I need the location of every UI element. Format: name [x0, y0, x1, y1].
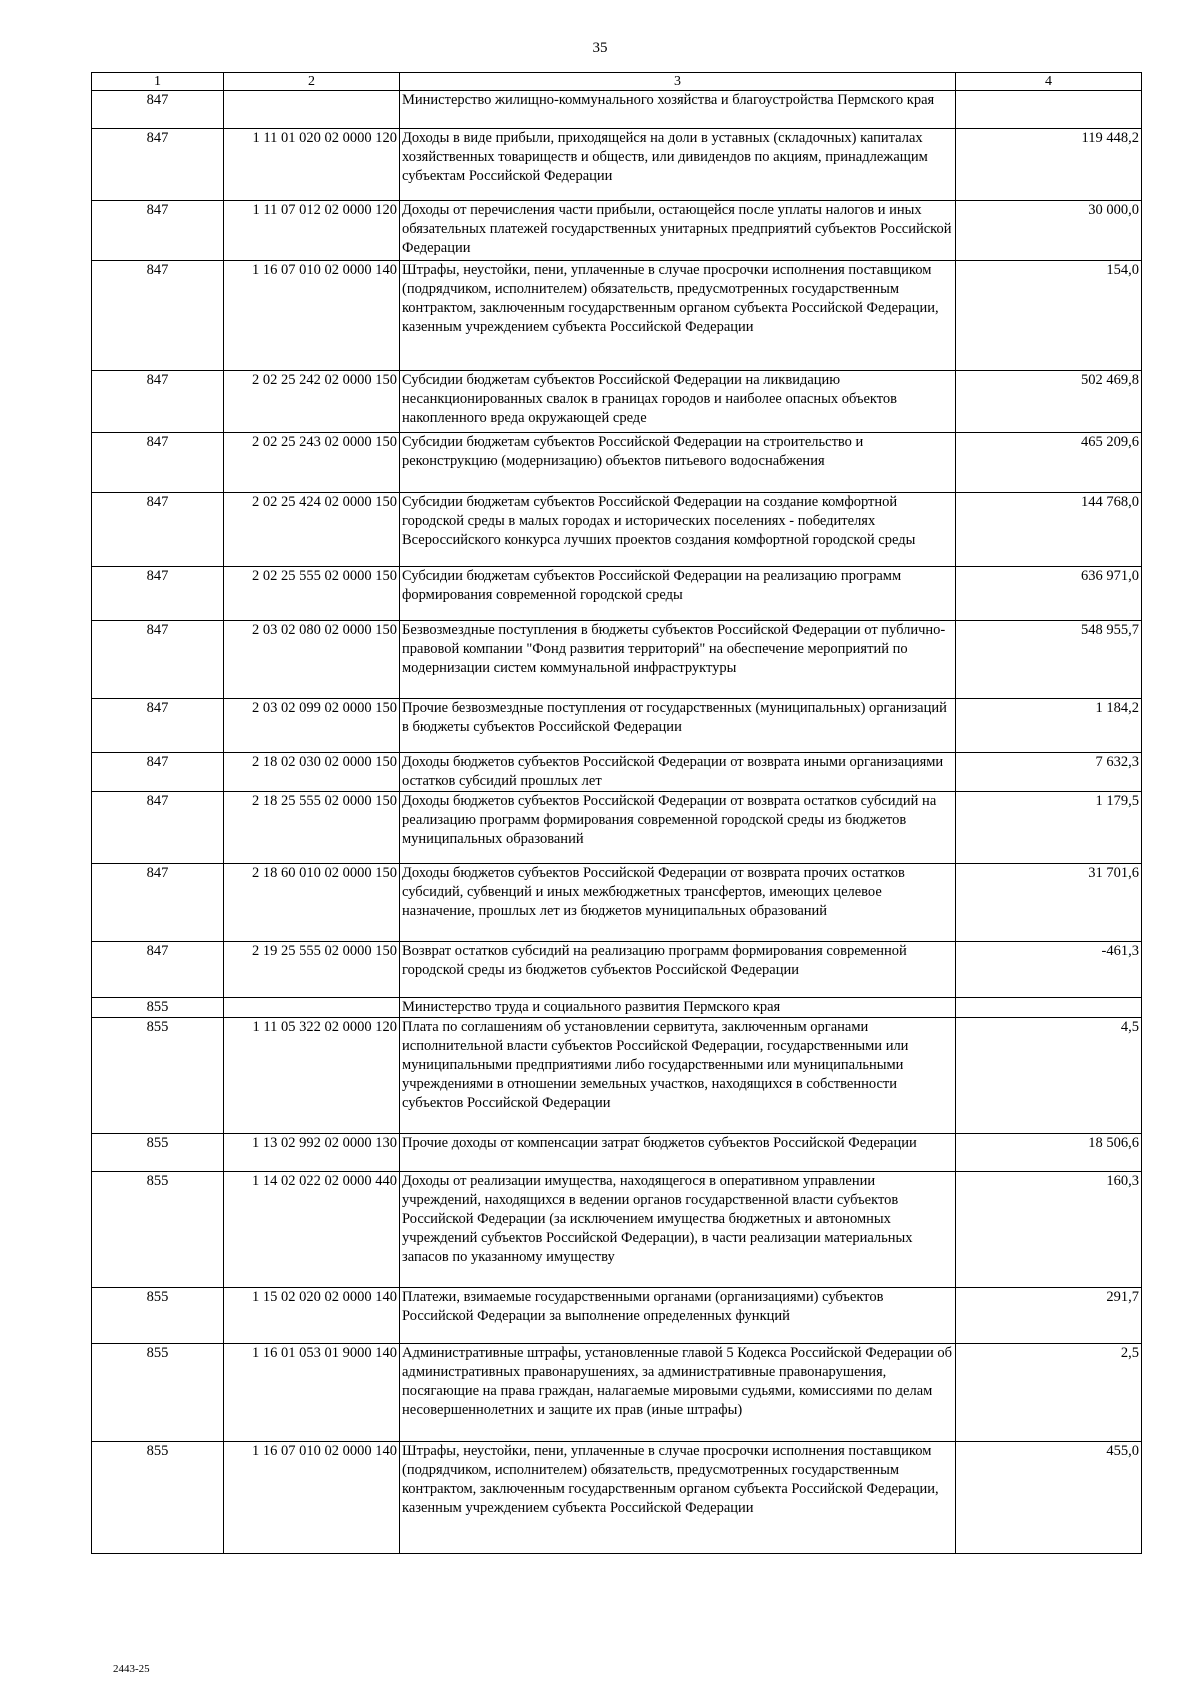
amount-cell: 4,5 [956, 1018, 1142, 1134]
budget-code-cell: 2 02 25 555 02 0000 150 [224, 567, 400, 621]
table-row [92, 493, 1142, 567]
amount-cell: 1 184,2 [956, 699, 1142, 753]
budget-code-cell: 2 03 02 080 02 0000 150 [224, 621, 400, 699]
table-row [92, 864, 1142, 942]
table-row [92, 998, 1142, 1018]
revenue-name-cell: Субсидии бюджетам субъектов Российской Федерации на ликвидацию несанкционированных свалок в границах городов и наиболее опасных объектов накопленного вреда окружающей среде [400, 371, 956, 433]
revenue-name-cell: Прочие доходы от компенсации затрат бюджетов субъектов Российской Федерации [400, 1134, 956, 1172]
amount-cell [956, 998, 1142, 1018]
admin-cell: 855 [92, 1018, 224, 1134]
budget-code-cell [224, 91, 400, 129]
revenue-name-cell: Доходы бюджетов субъектов Российской Федерации от возврата остатков субсидий на реализацию программ формирования современной городской среды из бюджетов муниципальных образований [400, 792, 956, 864]
budget-code-cell: 1 16 01 053 01 9000 140 [224, 1344, 400, 1442]
budget-code-cell: 2 02 25 424 02 0000 150 [224, 493, 400, 567]
table-row [92, 942, 1142, 998]
revenue-name-cell: Штрафы, неустойки, пени, уплаченные в случае просрочки исполнения поставщиком (подрядчиком, исполнителем) обязательств, предусмотренных государственным контрактом, заключенным государственным органом субъекта Российской Федерации, казенным учреждением субъекта Российской Федерации [400, 261, 956, 371]
admin-cell: 847 [92, 567, 224, 621]
revenue-name-cell: Плата по соглашениям об установлении сервитута, заключенным органами исполнительной власти субъектов Российской Федерации, государственными или муниципальными предприятиями либо государственными или муниципальными учреждениями в отношении земельных участков, находящихся в собственности субъектов Российской Федерации [400, 1018, 956, 1134]
amount-cell: 455,0 [956, 1442, 1142, 1554]
revenue-name-cell: Платежи, взимаемые государственными органами (организациями) субъектов Российской Федерации за выполнение определенных функций [400, 1288, 956, 1344]
revenue-name-cell: Субсидии бюджетам субъектов Российской Федерации на строительство и реконструкцию (модернизацию) объектов питьевого водоснабжения [400, 433, 956, 493]
table-row [92, 621, 1142, 699]
admin-cell: 847 [92, 864, 224, 942]
table-row [92, 1018, 1142, 1134]
column-header-4: 4 [956, 73, 1142, 91]
revenue-name-cell: Субсидии бюджетам субъектов Российской Федерации на реализацию программ формирования современной городской среды [400, 567, 956, 621]
table-row [92, 201, 1142, 261]
column-header-2: 2 [224, 73, 400, 91]
amount-cell: 144 768,0 [956, 493, 1142, 567]
table-row [92, 1172, 1142, 1288]
revenue-name-cell: Административные штрафы, установленные главой 5 Кодекса Российской Федерации об административных правонарушениях, за административные правонарушения, посягающие на права граждан, налагаемые мировыми судьями, комиссиями по делам несовершеннолетних и защите их прав (иные штрафы) [400, 1344, 956, 1442]
table-row [92, 261, 1142, 371]
amount-cell: 636 971,0 [956, 567, 1142, 621]
admin-cell: 855 [92, 998, 224, 1018]
budget-code-cell: 1 15 02 020 02 0000 140 [224, 1288, 400, 1344]
admin-cell: 847 [92, 699, 224, 753]
column-header-1: 1 [92, 73, 224, 91]
amount-cell: 1 179,5 [956, 792, 1142, 864]
table-row [92, 433, 1142, 493]
amount-cell: 119 448,2 [956, 129, 1142, 201]
admin-cell: 855 [92, 1442, 224, 1554]
amount-cell: -461,3 [956, 942, 1142, 998]
table-row [92, 1344, 1142, 1442]
admin-cell: 847 [92, 942, 224, 998]
amount-cell: 160,3 [956, 1172, 1142, 1288]
amount-cell: 291,7 [956, 1288, 1142, 1344]
amount-cell [956, 91, 1142, 129]
revenue-name-cell: Министерство жилищно-коммунального хозяйства и благоустройства Пермского края [400, 91, 956, 129]
table-row [92, 1134, 1142, 1172]
budget-code-cell: 1 14 02 022 02 0000 440 [224, 1172, 400, 1288]
budget-code-cell: 1 16 07 010 02 0000 140 [224, 261, 400, 371]
admin-cell: 855 [92, 1288, 224, 1344]
table-row [92, 792, 1142, 864]
revenue-name-cell: Субсидии бюджетам субъектов Российской Федерации на создание комфортной городской среды в малых городах и исторических поселениях - победителях Всероссийского конкурса лучших проектов создания комфортной городской среды [400, 493, 956, 567]
revenue-name-cell: Безвозмездные поступления в бюджеты субъектов Российской Федерации от публично-правовой компании "Фонд развития территорий" на обеспечение мероприятий по модернизации систем коммунальной инфраструктуры [400, 621, 956, 699]
table-row [92, 1442, 1142, 1554]
revenue-table [91, 72, 1142, 1554]
admin-cell: 847 [92, 792, 224, 864]
budget-code-cell: 2 18 25 555 02 0000 150 [224, 792, 400, 864]
revenue-name-cell: Доходы бюджетов субъектов Российской Федерации от возврата прочих остатков субсидий, субвенций и иных межбюджетных трансфертов, имеющих целевое назначение, прошлых лет из бюджетов муниципальных образований [400, 864, 956, 942]
table-row [92, 1288, 1142, 1344]
amount-cell: 2,5 [956, 1344, 1142, 1442]
admin-cell: 847 [92, 91, 224, 129]
revenue-name-cell: Доходы от реализации имущества, находящегося в оперативном управлении учреждений, находящихся в ведении органов государственной власти субъектов Российской Федерации (за исключением имущества бюджетных и автономных учреждений субъектов Российской Федерации), в части реализации материальных запасов по указанному имуществу [400, 1172, 956, 1288]
revenue-name-cell: Штрафы, неустойки, пени, уплаченные в случае просрочки исполнения поставщиком (подрядчиком, исполнителем) обязательств, предусмотренных государственным контрактом, заключенным государственным органом субъекта Российской Федерации, казенным учреждением субъекта Российской Федерации [400, 1442, 956, 1554]
table-row [92, 567, 1142, 621]
admin-cell: 847 [92, 201, 224, 261]
amount-cell: 30 000,0 [956, 201, 1142, 261]
budget-code-cell: 1 11 07 012 02 0000 120 [224, 201, 400, 261]
budget-code-cell [224, 998, 400, 1018]
admin-cell: 847 [92, 261, 224, 371]
admin-cell: 847 [92, 129, 224, 201]
amount-cell: 18 506,6 [956, 1134, 1142, 1172]
admin-cell: 855 [92, 1172, 224, 1288]
document-footer-code: 2443-25 [113, 1663, 150, 1675]
budget-code-cell: 2 18 02 030 02 0000 150 [224, 753, 400, 792]
amount-cell: 548 955,7 [956, 621, 1142, 699]
table-row [92, 371, 1142, 433]
admin-cell: 855 [92, 1134, 224, 1172]
admin-cell: 847 [92, 621, 224, 699]
admin-cell: 847 [92, 753, 224, 792]
admin-cell: 847 [92, 433, 224, 493]
budget-code-cell: 1 11 01 020 02 0000 120 [224, 129, 400, 201]
amount-cell: 465 209,6 [956, 433, 1142, 493]
table-row [92, 91, 1142, 129]
revenue-name-cell: Прочие безвозмездные поступления от государственных (муниципальных) организаций в бюджеты субъектов Российской Федерации [400, 699, 956, 753]
table-row [92, 129, 1142, 201]
revenue-name-cell: Доходы в виде прибыли, приходящейся на доли в уставных (складочных) капиталах хозяйственных товариществ и обществ, или дивидендов по акциям, принадлежащим субъектам Российской Федерации [400, 129, 956, 201]
budget-code-cell: 1 16 07 010 02 0000 140 [224, 1442, 400, 1554]
admin-cell: 855 [92, 1344, 224, 1442]
revenue-name-cell: Возврат остатков субсидий на реализацию программ формирования современной городской среды из бюджетов субъектов Российской Федерации [400, 942, 956, 998]
table-body [92, 91, 1142, 1554]
amount-cell: 502 469,8 [956, 371, 1142, 433]
amount-cell: 154,0 [956, 261, 1142, 371]
budget-code-cell: 2 03 02 099 02 0000 150 [224, 699, 400, 753]
table-row [92, 753, 1142, 792]
budget-code-cell: 2 18 60 010 02 0000 150 [224, 864, 400, 942]
page-number: 35 [592, 40, 608, 56]
admin-cell: 847 [92, 493, 224, 567]
budget-code-cell: 2 02 25 242 02 0000 150 [224, 371, 400, 433]
admin-cell: 847 [92, 371, 224, 433]
table-row [92, 699, 1142, 753]
amount-cell: 31 701,6 [956, 864, 1142, 942]
column-header-3: 3 [400, 73, 956, 91]
revenue-name-cell: Доходы от перечисления части прибыли, остающейся после уплаты налогов и иных обязательных платежей государственных унитарных предприятий субъектов Российской Федерации [400, 201, 956, 261]
budget-code-cell: 2 02 25 243 02 0000 150 [224, 433, 400, 493]
table-header-row [92, 73, 1142, 91]
revenue-name-cell: Доходы бюджетов субъектов Российской Федерации от возврата иными организациями остатков субсидий прошлых лет [400, 753, 956, 792]
budget-code-cell: 2 19 25 555 02 0000 150 [224, 942, 400, 998]
amount-cell: 7 632,3 [956, 753, 1142, 792]
revenue-name-cell: Министерство труда и социального развития Пермского края [400, 998, 956, 1018]
budget-code-cell: 1 13 02 992 02 0000 130 [224, 1134, 400, 1172]
budget-code-cell: 1 11 05 322 02 0000 120 [224, 1018, 400, 1134]
